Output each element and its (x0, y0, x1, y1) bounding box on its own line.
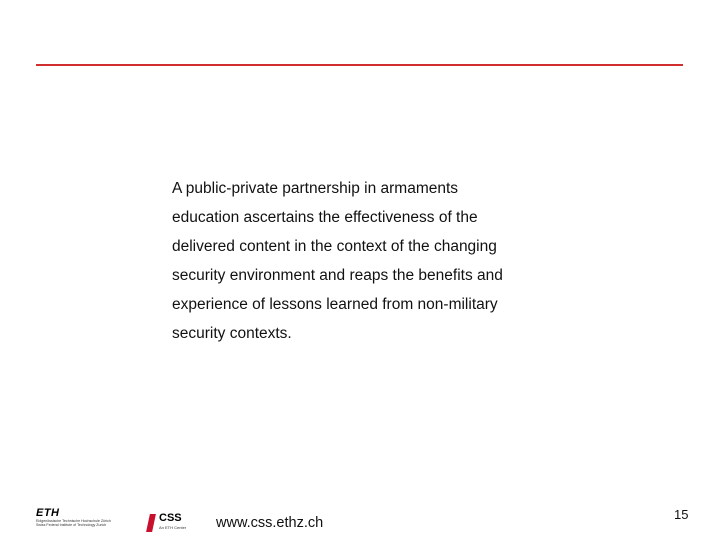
css-logo-bar (146, 514, 156, 532)
page-number: 15 (674, 507, 689, 522)
css-logo-mark: CSS (159, 512, 182, 524)
body-text-line: education ascertains the effectiveness of the (172, 209, 478, 226)
eth-logo-subline: Swiss Federal Institute of Technology Zurich (36, 523, 107, 528)
eth-logo-subline: Eidgenössische Technische Hochschule Zürich (36, 519, 111, 523)
website-url: www.css.ethz.ch (216, 515, 324, 531)
body-text-line: security environment and reaps the benefits and (172, 267, 503, 284)
body-text-line: security contexts. (172, 325, 292, 342)
eth-logo (36, 508, 136, 532)
body-text-line: delivered content in the context of the changing (172, 238, 497, 255)
body-text-line: experience of lessons learned from non-military (172, 296, 498, 313)
body-text-line: A public-private partnership in armaments (172, 180, 459, 197)
css-logo (148, 512, 208, 534)
header-rule (36, 64, 683, 66)
slide-body-text (172, 174, 592, 348)
css-logo-subline: An ETH Center (159, 525, 187, 530)
eth-logo-mark: ETH (36, 507, 60, 519)
